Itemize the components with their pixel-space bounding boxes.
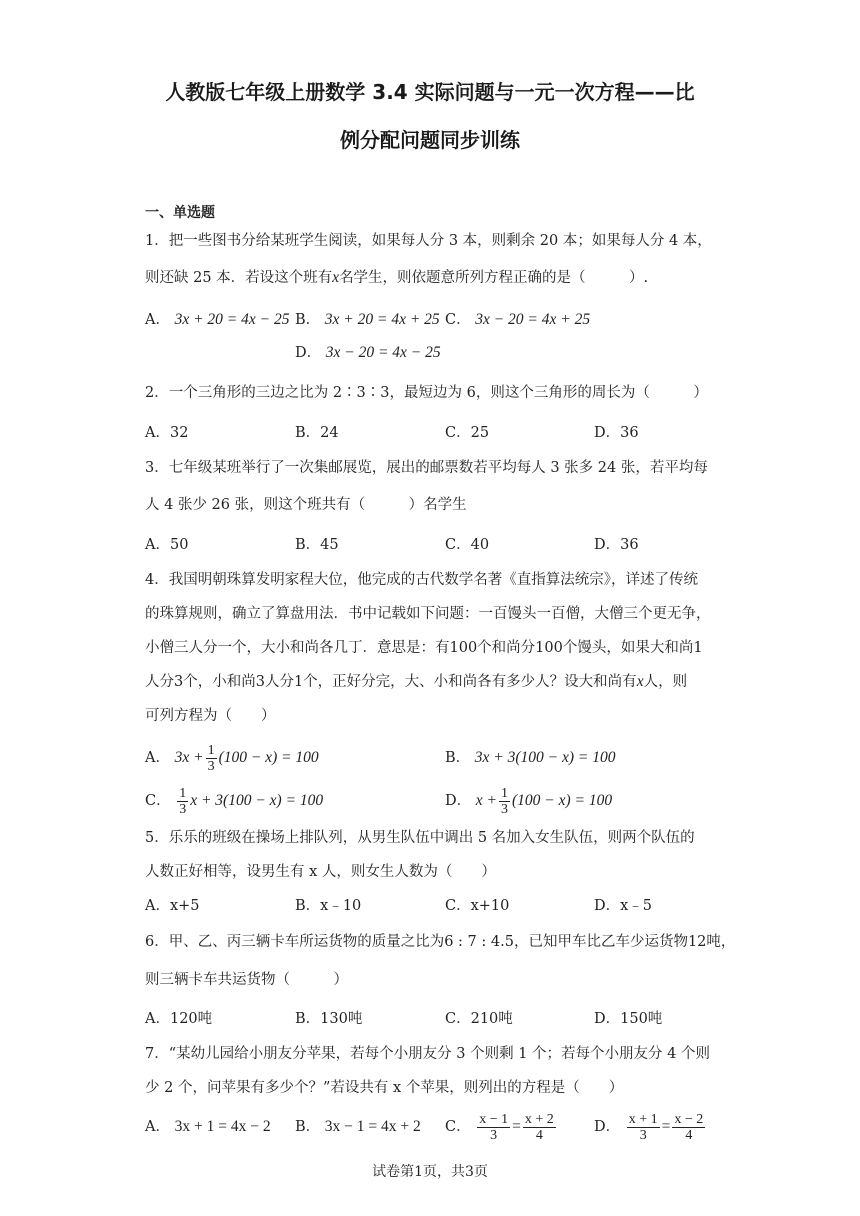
q3-stem-line-2: 人 4 张少 26 张，则这个班共有（ ）名学生 xyxy=(145,497,467,513)
q5-stem-line-2: 人数正好相等，设男生有 x 人，则女生人数为（ ） xyxy=(145,864,496,880)
q4-stem-line-3: 小僧三人分一个，大小和尚各几丁．意思是：有100个和尚分100个馒头，如果大和尚1 xyxy=(145,640,703,656)
q1-stem-line-2: 则还缺 25 本．若设这个班有x名学生，则依题意所列方程正确的是（ ）. xyxy=(145,269,649,286)
q1-option-b: B． 3x + 20 = 4x + 25 xyxy=(295,311,440,328)
q5-option-b: B．x﹣10 xyxy=(295,898,362,914)
fraction: $\frac{x + 2}{4}$ xyxy=(524,1111,554,1143)
fraction: $\frac{1}{3}$ xyxy=(500,785,508,817)
q6-option-b: B．130吨 xyxy=(295,1011,363,1027)
q2-option-c: C．25 xyxy=(445,425,490,441)
section-heading: 一、单选题 xyxy=(145,205,215,221)
q3-stem-line-1: 3．七年级某班举行了一次集邮展览，展出的邮票数若平均每人 3 张多 24 张，若平均每 xyxy=(145,460,708,476)
page-title-line-2: 例分配问题同步训练 xyxy=(340,128,520,152)
q3-option-d: D．36 xyxy=(594,537,639,553)
fraction: $\frac{1}{3}$ xyxy=(207,742,215,774)
q6-option-a: A．120吨 xyxy=(145,1011,213,1027)
fraction: $\frac{x - 1}{3}$ xyxy=(479,1111,509,1143)
q4-option-a: A． 3x + $\frac{1}{3}$ (100 − x) = 100 xyxy=(145,742,319,774)
fraction: $\frac{1}{3}$ xyxy=(179,785,187,817)
q2-stem: 2．一个三角形的三边之比为 2∶3∶3，最短边为 6，则这个三角形的周长为（ ） xyxy=(145,385,708,401)
fraction: $\frac{x - 2}{4}$ xyxy=(674,1111,704,1143)
q4-stem-line-5: 可列方程为（ ） xyxy=(145,708,276,724)
q3-option-a: A．50 xyxy=(145,537,189,553)
q7-option-c: C． $\frac{x - 1}{3}$ = $\frac{x + 2}{4}$ xyxy=(445,1111,554,1143)
page-title-line-1: 人教版七年级上册数学 3.4 实际问题与一元一次方程——比 xyxy=(165,80,695,104)
q2-option-d: D．36 xyxy=(594,425,639,441)
q4-option-c: C． $\frac{1}{3}$ x + 3(100 − x) = 100 xyxy=(145,785,324,817)
page-footer: 试卷第1页，共3页 xyxy=(372,1164,488,1180)
q2-option-b: B．24 xyxy=(295,425,339,441)
q5-option-c: C．x+10 xyxy=(445,898,510,914)
q7-stem-line-2: 少 2 个，问苹果有多少个？”若设共有 x 个苹果，则列出的方程是（ ） xyxy=(145,1080,624,1096)
q5-stem-line-1: 5．乐乐的班级在操场上排队列，从男生队伍中调出 5 名加入女生队伍，则两个队伍的 xyxy=(145,830,695,846)
q5-option-d: D．x﹣5 xyxy=(594,898,653,914)
q7-option-a: A． 3x + 1 = 4x − 2 xyxy=(145,1118,271,1135)
q7-option-b: B． 3x − 1 = 4x + 2 xyxy=(295,1118,421,1135)
q6-stem-line-1: 6．甲、乙、丙三辆卡车所运货物的质量之比为6 : 7 : 4.5，已知甲车比乙车少运货物12吨， xyxy=(145,934,736,950)
q4-option-d: D． x + $\frac{1}{3}$ (100 − x) = 100 xyxy=(445,785,613,817)
q7-stem-line-1: 7．“某幼儿园给小朋友分苹果，若每个小朋友分 3 个则剩 1 个；若每个小朋友分 4 个则 xyxy=(145,1046,710,1062)
q1-option-a: A． 3x + 20 = 4x − 25 xyxy=(145,311,290,328)
q6-option-d: D．150吨 xyxy=(594,1011,663,1027)
q5-option-a: A．x+5 xyxy=(145,898,200,914)
q4-stem-line-2: 的珠算规则，确立了算盘用法．书中记载如下问题：一百馒头一百僧，大僧三个更无争， xyxy=(145,606,711,622)
q4-option-b: B． 3x + 3(100 − x) = 100 xyxy=(445,749,616,766)
q6-stem-line-2: 则三辆卡车共运货物（ ） xyxy=(145,972,348,988)
q7-option-d: D． $\frac{x + 1}{3}$ = $\frac{x - 2}{4}$ xyxy=(594,1111,704,1143)
q3-option-b: B．45 xyxy=(295,537,339,553)
q2-option-a: A．32 xyxy=(145,425,189,441)
q6-option-c: C．210吨 xyxy=(445,1011,513,1027)
q3-option-c: C．40 xyxy=(445,537,490,553)
q1-option-c: C． 3x − 20 = 4x + 25 xyxy=(445,311,591,328)
q4-stem-line-4: 人分3个，小和尚3人分1个，正好分完，大、小和尚各有多少人？设大和尚有x人，则 xyxy=(145,673,688,690)
q1-stem-line-1: 1．把一些图书分给某班学生阅读，如果每人分 3 本，则剩余 20 本；如果每人分 4 本， xyxy=(145,233,712,249)
q1-option-d: D． 3x − 20 = 4x − 25 xyxy=(295,344,441,361)
fraction: $\frac{x + 1}{3}$ xyxy=(628,1111,658,1143)
q4-stem-line-1: 4．我国明朝珠算发明家程大位，他完成的古代数学名著《直指算法统宗》，详述了传统 xyxy=(145,572,698,588)
